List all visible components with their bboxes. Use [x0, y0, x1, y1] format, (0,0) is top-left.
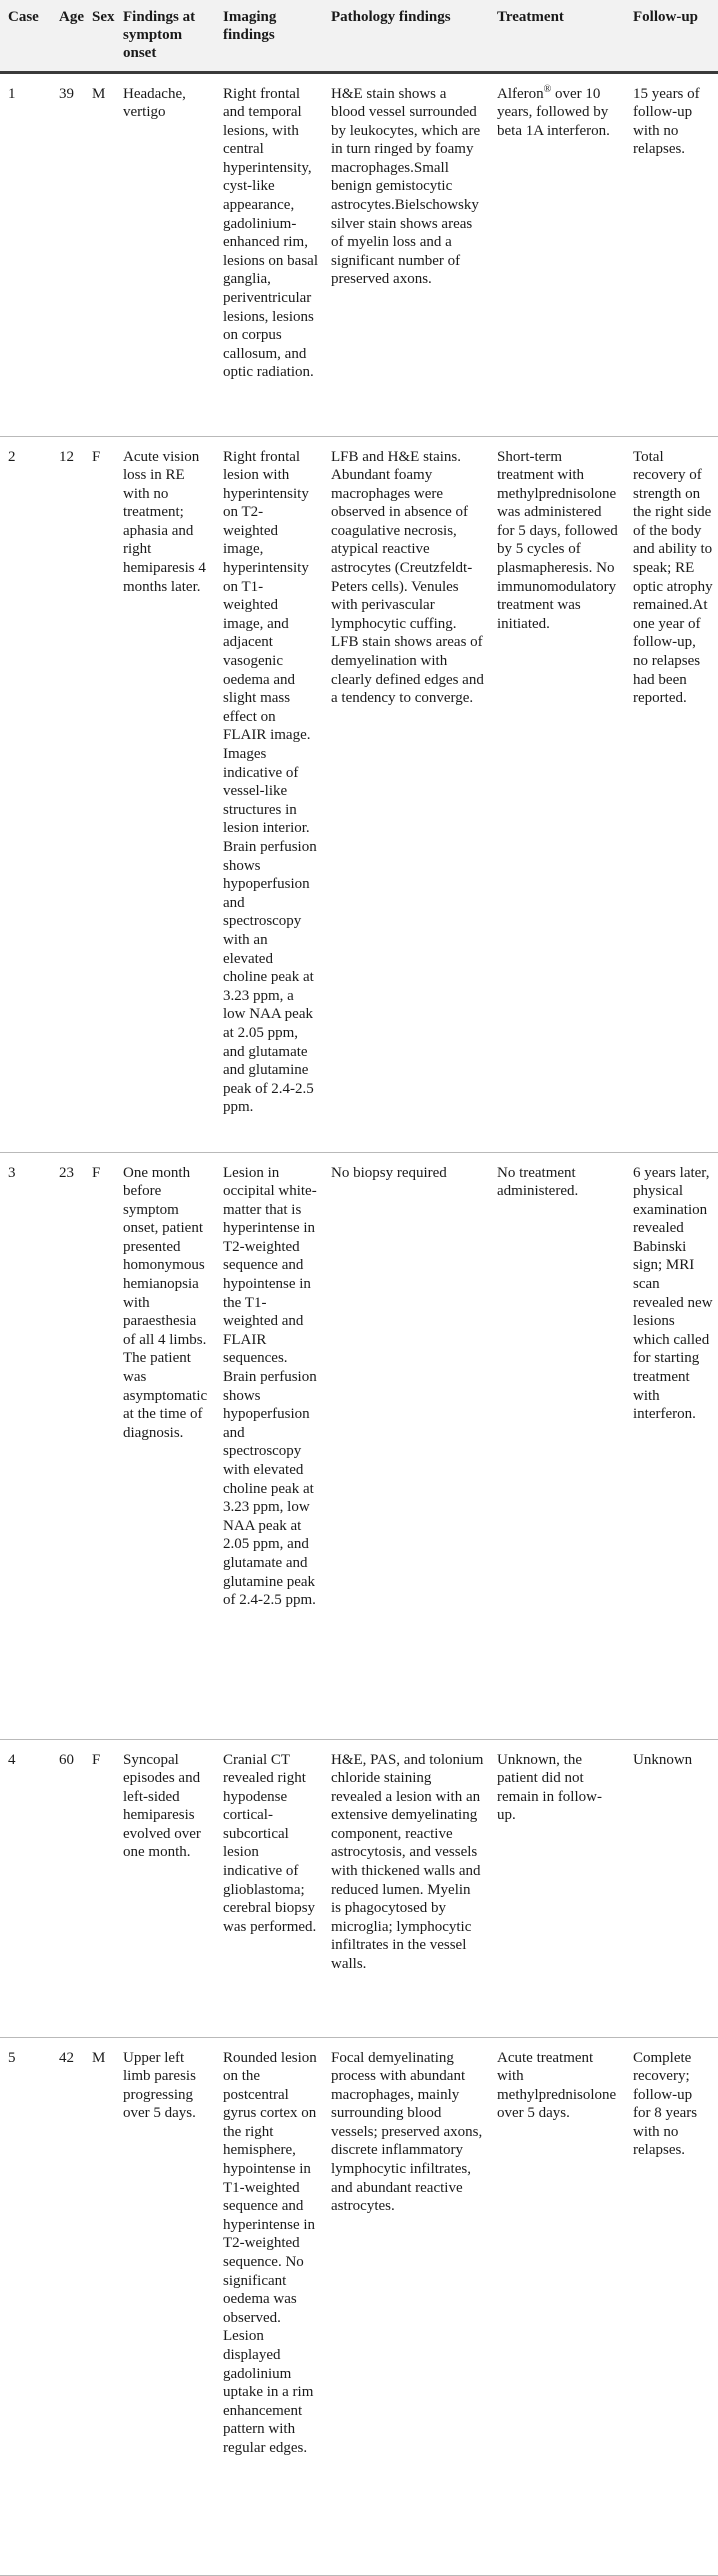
table-row: [0, 72, 718, 436]
table-row: [0, 2037, 718, 2575]
cell-case: 3: [0, 1152, 51, 1739]
cell-case: 1: [0, 72, 51, 436]
cell-findings: Acute vision loss in RE with no treatment; aphasia and right hemiparesis 4 months later.: [115, 436, 215, 1152]
cell-sex: M: [84, 2037, 115, 2575]
cell-case: 2: [0, 436, 51, 1152]
cell-imaging: Cranial CT revealed right hypodense cortical-subcortical lesion indicative of glioblastoma; cerebral biopsy was performed.: [215, 1739, 323, 2037]
cell-age: 42: [51, 2037, 84, 2575]
cell-followup: Unknown: [625, 1739, 718, 2037]
cell-followup: Total recovery of strength on the right side of the body and ability to speak; RE optic atrophy remained.At one year of follow-up, no relapses had been reported.: [625, 436, 718, 1152]
cell-imaging: Right frontal lesion with hyperintensity on T2-weighted image, hyperintensity on T1-weighted image, and adjacent vasogenic oedema and slight mass effect on FLAIR image. Images indicative of vessel-like structures in lesion interior. Brain perfusion shows hypoperfusion and spectroscopy with an elevated choline peak at 3.23 ppm, a low NAA peak at 2.05 ppm, and glutamate and glutamine peak of 2.4-2.5 ppm.: [215, 436, 323, 1152]
cell-imaging: Rounded lesion on the postcentral gyrus cortex on the right hemisphere, hypointense in T1-weighted sequence and hyperintense in T2-weighted sequence. No significant oedema was observed. Lesion displayed gadolinium uptake in a rim enhancement pattern with regular edges.: [215, 2037, 323, 2575]
registered-mark: ®: [543, 83, 552, 95]
cell-pathology: H&E, PAS, and tolonium chloride staining revealed a lesion with an extensive demyelinating component, reactive astrocytosis, and vessels with thickened walls and reduced lumen. Myelin is phagocytosed by microglia; lymphocytic infiltrates in the vessel walls.: [323, 1739, 489, 2037]
cell-pathology: No biopsy required: [323, 1152, 489, 1739]
table-row: [0, 436, 718, 1152]
cell-age: 60: [51, 1739, 84, 2037]
cell-sex: F: [84, 1152, 115, 1739]
cell-findings: Headache, vertigo: [115, 72, 215, 436]
cell-treatment: No treatment administered.: [489, 1152, 625, 1739]
table-row: [0, 1739, 718, 2037]
cell-age: 23: [51, 1152, 84, 1739]
cell-pathology: H&E stain shows a blood vessel surrounded by leukocytes, which are in turn ringed by foamy macrophages.Small benign gemistocytic astrocytes.Bielschowsky silver stain shows areas of myelin loss and a significant number of preserved axons.: [323, 72, 489, 436]
treatment-description: over 10 years, followed by beta 1A interferon.: [497, 85, 610, 139]
cell-age: 39: [51, 72, 84, 436]
cell-followup: 15 years of follow-up with no relapses.: [625, 72, 718, 436]
table-body: [0, 72, 718, 2575]
cell-imaging: Lesion in occipital white-matter that is hyperintense in T2-weighted sequence and hypointense in the T1-weighted and FLAIR sequences. Brain perfusion shows hypoperfusion and spectroscopy with elevated choline peak at 3.23 ppm, low NAA peak at 2.05 ppm, and glutamate and glutamine peak of 2.4-2.5 ppm.: [215, 1152, 323, 1739]
cell-case: 4: [0, 1739, 51, 2037]
header-sex: Sex: [84, 0, 115, 72]
header-imaging: Imaging findings: [215, 0, 323, 72]
cell-case: 5: [0, 2037, 51, 2575]
cell-findings: One month before symptom onset, patient presented homonymous hemianopsia with paraesthesia of all 4 limbs. The patient was asymptomatic at the time of diagnosis.: [115, 1152, 215, 1739]
treatment-drug-name: Alferon: [497, 85, 544, 102]
cell-followup: 6 years later, physical examination revealed Babinski sign; MRI scan revealed new lesions which called for starting treatment with interferon.: [625, 1152, 718, 1739]
cell-treatment: Acute treatment with methylprednisolone over 5 days.: [489, 2037, 625, 2575]
header-case: Case: [0, 0, 51, 72]
cell-treatment: Unknown, the patient did not remain in follow-up.: [489, 1739, 625, 2037]
cell-treatment: Short-term treatment with methylprednisolone was administered for 5 days, followed by 5 cycles of plasmapheresis. No immunomodulatory treatment was initiated.: [489, 436, 625, 1152]
cell-imaging: Right frontal and temporal lesions, with central hyperintensity, cyst-like appearance, gadolinium-enhanced rim, lesions on basal ganglia, periventricular lesions, lesions on corpus callosum, and optic radiation.: [215, 72, 323, 436]
cell-sex: M: [84, 72, 115, 436]
table-row: [0, 1152, 718, 1739]
cell-pathology: Focal demyelinating process with abundant macrophages, mainly surrounding blood vessels; preserved axons, discrete inflammatory lymphocytic infiltrates, and abundant reactive astrocytes.: [323, 2037, 489, 2575]
cell-followup: Complete recovery; follow-up for 8 years with no relapses.: [625, 2037, 718, 2575]
header-followup: Follow-up: [625, 0, 718, 72]
cell-findings: Syncopal episodes and left-sided hemiparesis evolved over one month.: [115, 1739, 215, 2037]
header-treatment: Treatment: [489, 0, 625, 72]
cell-findings: Upper left limb paresis progressing over 5 days.: [115, 2037, 215, 2575]
header-row: [0, 0, 718, 72]
cell-age: 12: [51, 436, 84, 1152]
table-header: [0, 0, 718, 72]
cell-sex: F: [84, 1739, 115, 2037]
header-pathology: Pathology findings: [323, 0, 489, 72]
cell-sex: F: [84, 436, 115, 1152]
header-findings: Findings at symptom onset: [115, 0, 215, 72]
cell-pathology: LFB and H&E stains. Abundant foamy macrophages were observed in absence of coagulative necrosis, atypical reactive astrocytes (Creutzfeldt-Peters cells). Venules with perivascular lymphocytic cuffing. LFB stain shows areas of demyelination with clearly defined edges and a tendency to converge.: [323, 436, 489, 1152]
header-age: Age: [51, 0, 84, 72]
cell-treatment: [489, 72, 625, 436]
